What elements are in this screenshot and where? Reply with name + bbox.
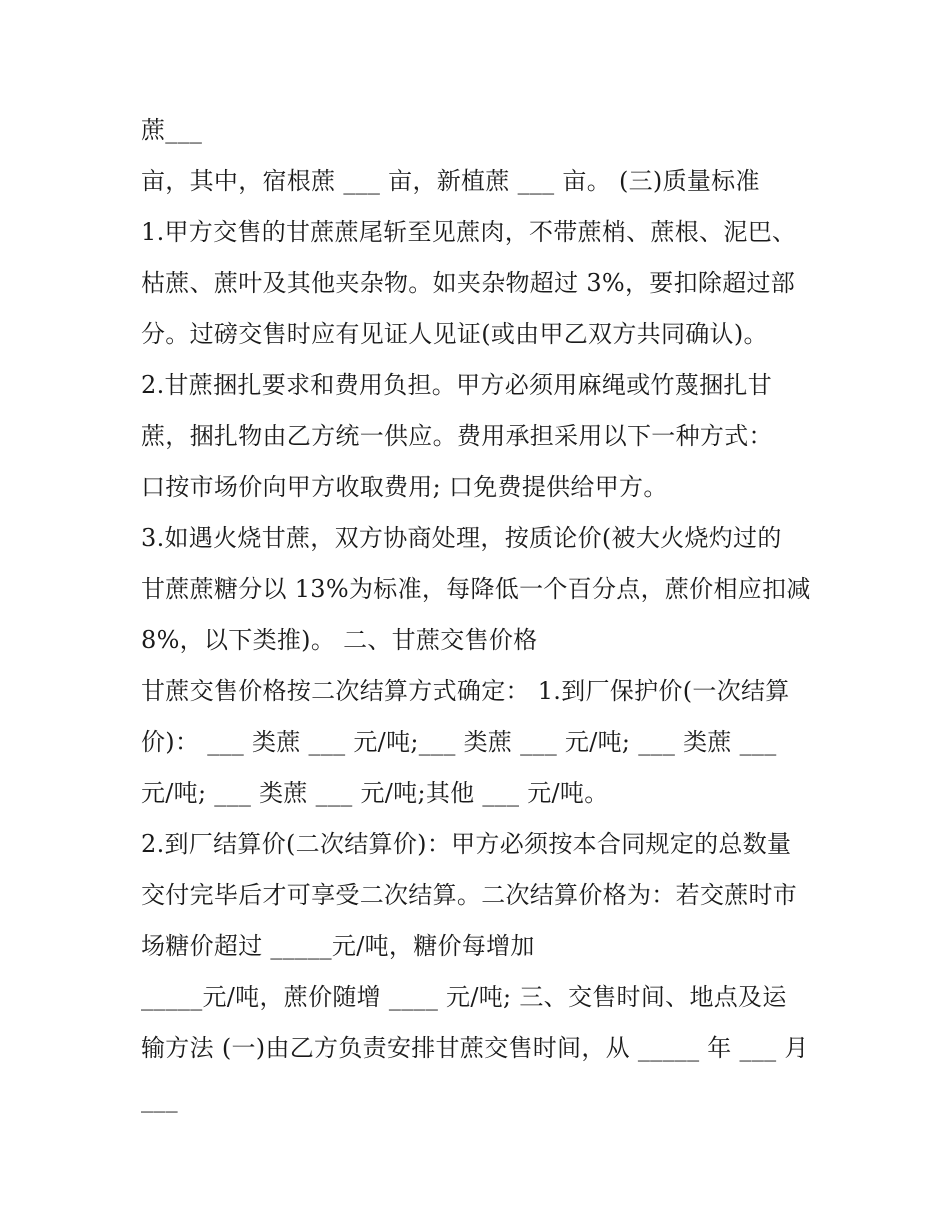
text-line-11: 8%，以下类推)。 二、甘蔗交售价格 (141, 626, 538, 654)
text-line-4: 枯蔗、蔗叶及其他夹杂物。如夹杂物超过 3%，要扣除超过部 (141, 269, 796, 297)
text-line-14: 元/吨; ___ 类蔗 ___ 元/吨;其他 ___ 元/吨。 (141, 779, 609, 807)
text-line-17: 场糖价超过 _____元/吨，糖价每增加 (141, 932, 535, 960)
text-line-3: 1.甲方交售的甘蔗蔗尾斩至见蔗肉，不带蔗梢、蔗根、泥巴、 (141, 218, 797, 246)
text-line-10: 甘蔗蔗糖分以 13%为标准，每降低一个百分点，蔗价相应扣减 (141, 575, 811, 603)
text-line-6: 2.甘蔗捆扎要求和费用负担。甲方必须用麻绳或竹蔑捆扎甘 (141, 371, 772, 399)
text-line-7: 蔗，捆扎物由乙方统一供应。费用承担采用以下一种方式： (141, 422, 773, 450)
text-line-1: 蔗___ (141, 116, 203, 144)
text-line-15: 2.到厂结算价(二次结算价)：甲方必须按本合同规定的总数量 (141, 830, 792, 858)
text-line-18: _____元/吨，蔗价随增 ____ 元/吨; 三、交售时间、地点及运 (141, 983, 787, 1011)
text-line-9: 3.如遇火烧甘蔗，双方协商处理，按质论价(被大火烧灼过的 (141, 524, 782, 552)
text-line-19: 输方法 (一)由乙方负责安排甘蔗交售时间，从 _____ 年 ___ 月 (141, 1034, 809, 1062)
text-line-13: 价)： ___ 类蔗 ___ 元/吨;___ 类蔗 ___ 元/吨; ___ 类蔗 ___ (141, 728, 777, 756)
text-line-2: 亩，其中，宿根蔗 ___ 亩，新植蔗 ___ 亩。 (三)质量标准 (141, 167, 760, 195)
text-line-20: ___ (141, 1085, 178, 1113)
text-line-16: 交付完毕后才可享受二次结算。二次结算价格为：若交蔗时市 (141, 881, 798, 909)
text-line-12: 甘蔗交售价格按二次结算方式确定： 1.到厂保护价(一次结算 (141, 677, 790, 705)
text-line-8: 口按市场价向甲方收取费用; 口免费提供给甲方。 (141, 473, 668, 501)
text-line-5: 分。过磅交售时应有见证人见证(或由甲乙双方共同确认)。 (141, 320, 768, 348)
